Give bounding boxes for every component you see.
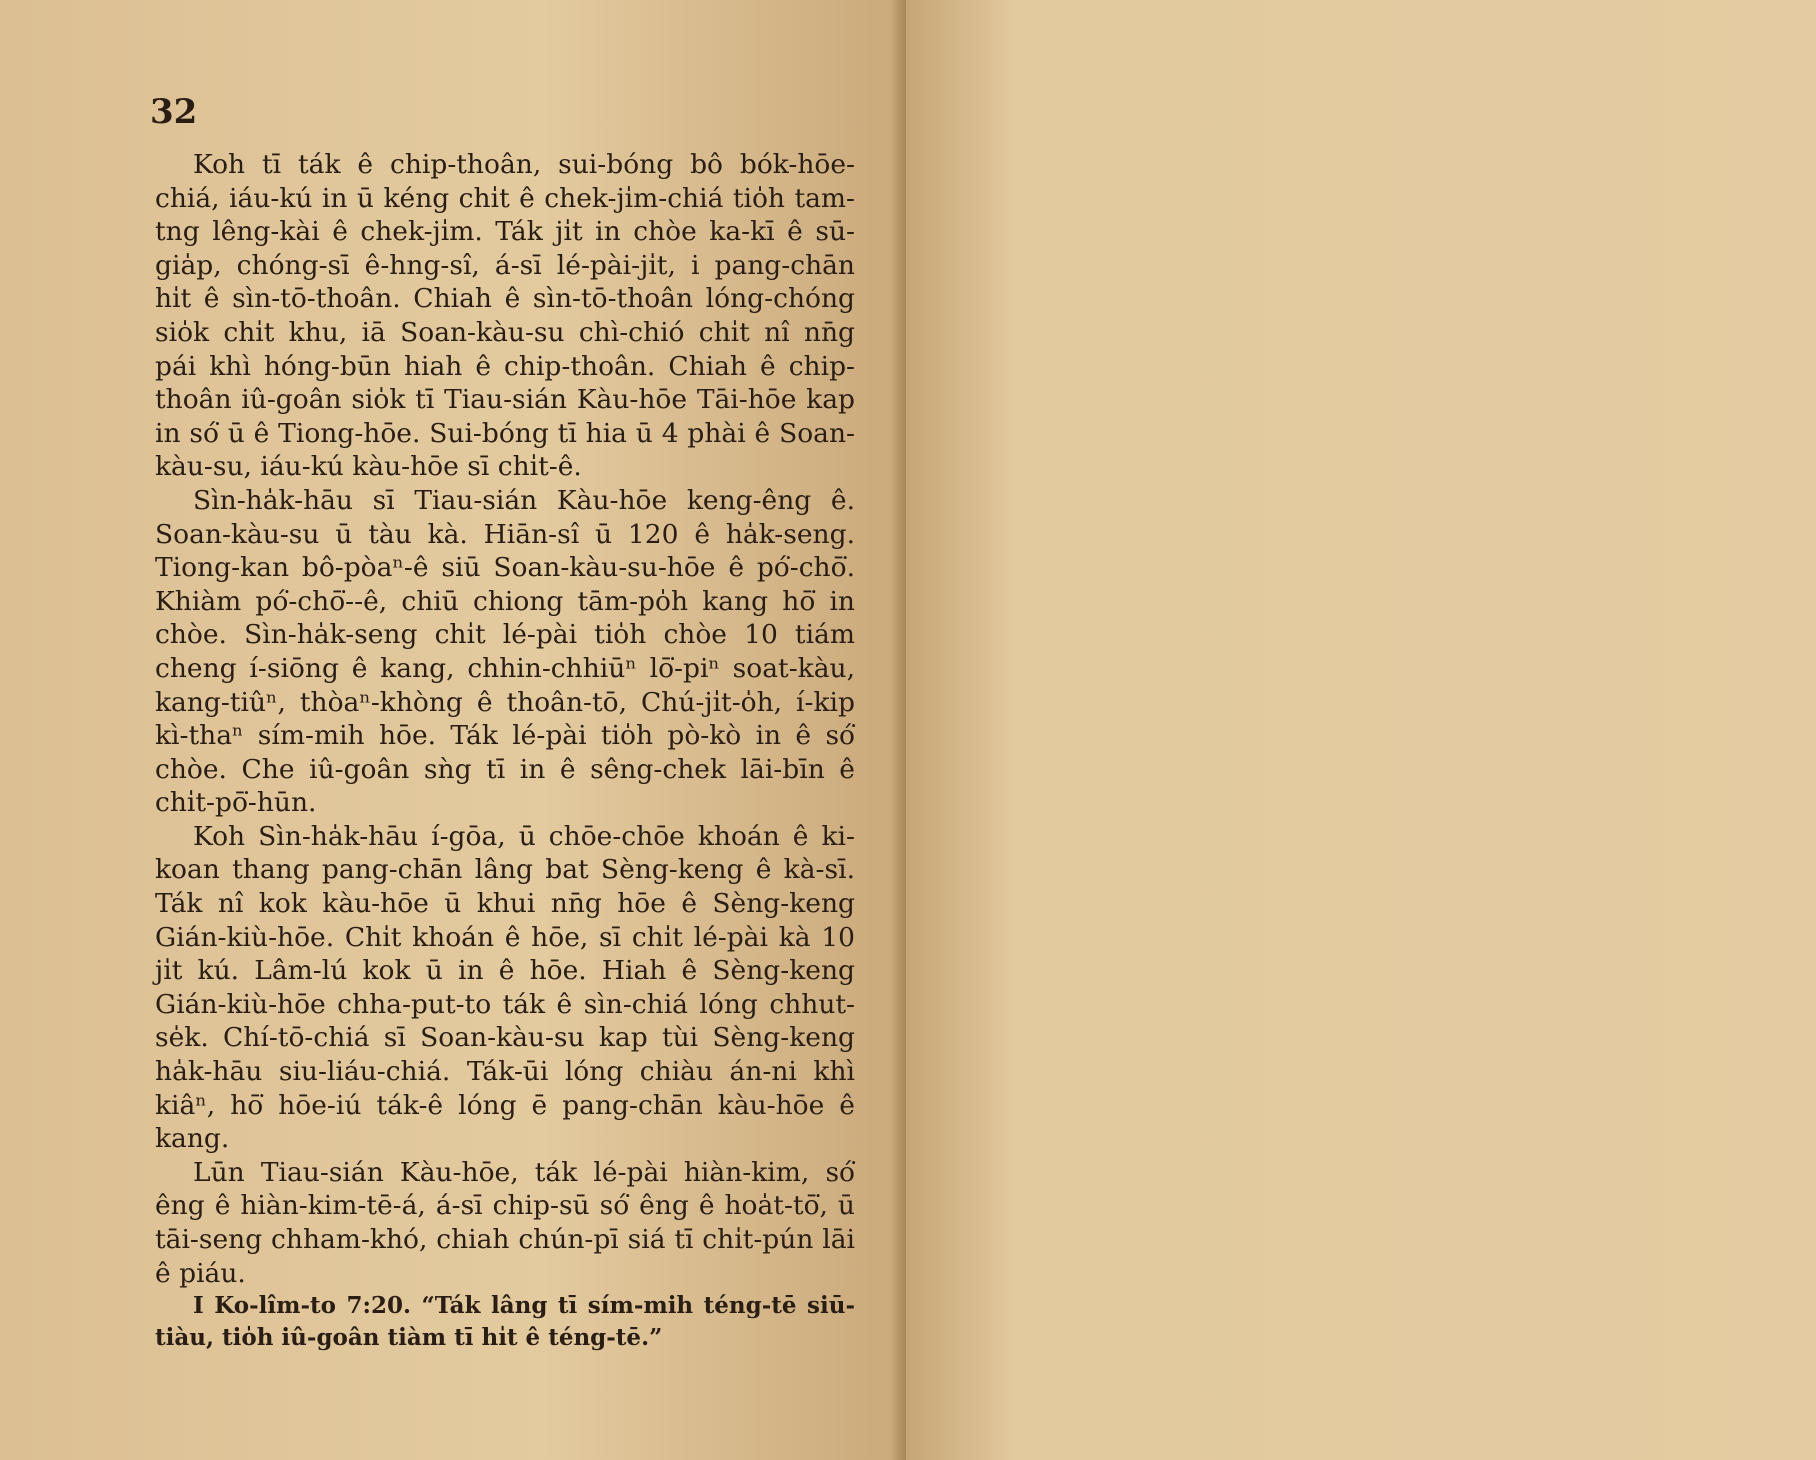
paragraph: Lūn Tiau-sián Kàu-hōe, ták lé-pài hiàn-kim, só͘ êng ê hiàn-kim-tē-á, á-sī chip-sū só͘ êng ê hoa̍t-tō͘, ū tāi-seng chham-khó, chiah chún-pī siá tī chi̍t-pún lāi ê piáu. — [155, 1156, 855, 1289]
scripture-quote: I Ko-lîm-to 7:20. “Ták lâng tī sím-mih téng-tē siū-tiàu, tio̍h iû-goân tiàm tī hi̍t ê téng-tē.” — [155, 1292, 855, 1352]
left-page-text — [155, 148, 855, 1354]
paragraph: Koh tī ták ê chip-thoân, sui-bóng bô bók-hōe-chiá, iáu-kú in ū kéng chi̍t ê chek-ji̍m-chiá tio̍h tam-tng lêng-kài ê chek-ji̍m. Ták ji̍t in chòe ka-kī ê sū-gia̍p, chóng-sī ê-hng-sî, á-sī lé-pài-ji̍t, i pang-chān hi̍t ê sìn-tō-thoân. Chiah ê sìn-tō-thoân lóng-chóng sio̍k chi̍t khu, iā Soan-kàu-su chì-chió chi̍t nî nn̄g pái khì hóng-būn hiah ê chip-thoân. Chiah ê chip-thoân iû-goân sio̍k tī Tiau-sián Kàu-hōe Tāi-hōe kap in só͘ ū ê Tiong-hōe. Sui-bóng tī hia ū 4 phài ê Soan-kàu-su, iáu-kú kàu-hōe sī chi̍t-ê. — [155, 149, 855, 483]
page-number: 32 — [150, 92, 198, 132]
right-page — [906, 0, 1816, 1460]
paragraph: Sìn-ha̍k-hāu sī Tiau-sián Kàu-hōe keng-êng ê. Soan-kàu-su ū tàu kà. Hiān-sî ū 120 ê ha̍k-seng. Tiong-kan bô-pòaⁿ-ê siū Soan-kàu-su-hōe ê pó͘-chō͘. Khiàm pó͘-chō͘--ê, chiū chiong tām-po̍h kang hō͘ in chòe. Sìn-ha̍k-seng chi̍t lé-pài tio̍h chòe 10 tiám cheng í-siōng ê kang, chhin-chhiūⁿ lō͘-piⁿ soat-kàu, kang-tiûⁿ, thòaⁿ-khòng ê thoân-tō, Chú-ji̍t-o̍h, í-kip kì-thaⁿ sím-mih hōe. Ták lé-pài tio̍h pò-kò in ê só͘ chòe. Che iû-goân sǹg tī in ê sêng-chek lāi-bīn ê chi̍t-pō͘-hūn. — [155, 484, 855, 819]
left-page — [0, 0, 906, 1460]
paragraph: Koh Sìn-ha̍k-hāu í-gōa, ū chōe-chōe khoán ê ki-koan thang pang-chān lâng bat Sèng-keng ê kà-sī. Ták nî kok kàu-hōe ū khui nn̄g hōe ê Sèng-keng Gián-kiù-hōe. Chi̍t khoán ê hōe, sī chi̍t lé-pài kà 10 ji̍t kú. Lâm-lú kok ū in ê hōe. Hiah ê Sèng-keng Gián-kiù-hōe chha-put-to ták ê sìn-chiá lóng chhut-se̍k. Chí-tō-chiá sī Soan-kàu-su kap tùi Sèng-keng ha̍k-hāu siu-liáu-chiá. Ták-ūi lóng chiàu án-ni khì kiâⁿ, hō͘ hōe-iú ták-ê lóng ē pang-chān kàu-hōe ê kang. — [155, 820, 855, 1155]
